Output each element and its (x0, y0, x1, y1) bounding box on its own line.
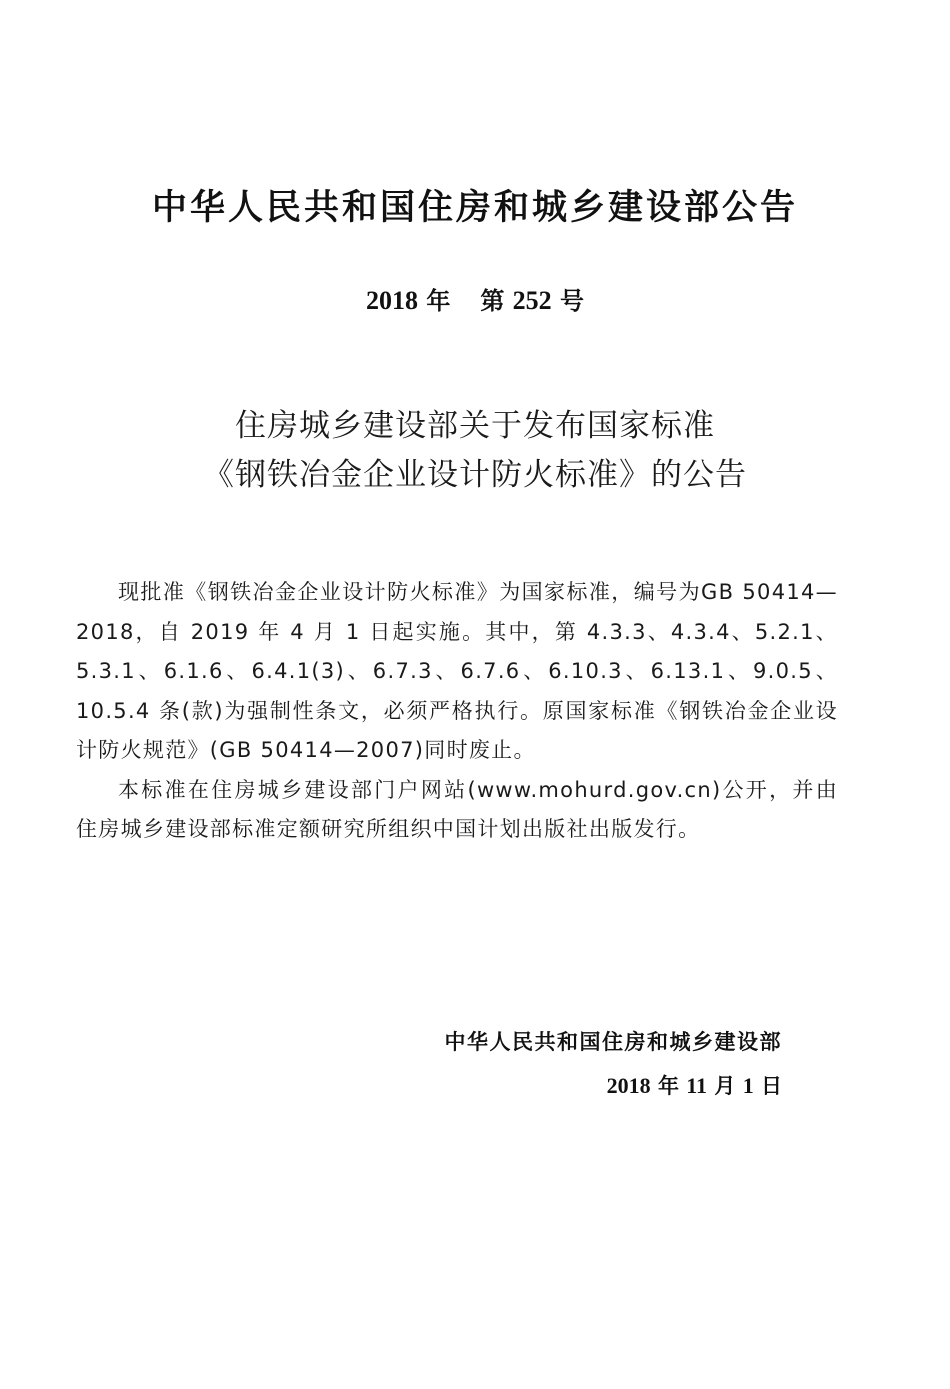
body-paragraph-publication: 本标准在住房城乡建设部门户网站(www.mohurd.gov.cn)公开，并由住房城乡建设部标准定额研究所组织中国计划出版社出版发行。 (76, 777, 838, 841)
notice-number-prefix: 第 (480, 287, 505, 315)
notice-year-suffix: 年 (426, 287, 451, 315)
notice-heading-line-2: 《钢铁冶金企业设计防火标准》的公告 (203, 457, 747, 493)
signature-block (445, 1024, 783, 1106)
issue-date-day: 1 (742, 1073, 754, 1098)
issue-date-month-unit: 月 (714, 1074, 736, 1098)
notice-heading-line-1: 住房城乡建设部关于发布国家标准 (235, 408, 715, 444)
issue-date (445, 1066, 783, 1106)
notice-number (0, 283, 950, 319)
notice-no: 252 (512, 286, 552, 315)
notice-number-suffix: 号 (560, 287, 585, 315)
issue-date-day-unit: 日 (761, 1074, 782, 1098)
issue-date-month: 11 (686, 1073, 708, 1098)
notice-body (76, 573, 838, 850)
body-paragraph-approval: 现批准《钢铁冶金企业设计防火标准》为国家标准，编号为GB 50414—2018，自 2019 年 4 月 1 日起实施。其中，第 4.3.3、4.3.4、5.2.1、5.3.1、6.1.6、6.4.1(3)、6.7.3、6.7.6、6.10.3、6.13.1、9.0.5、10.5.4 条(款)为强制性条文，必须严格执行。原国家标准《钢铁冶金企业设计防火规范》(GB 50414—2007)同时废止。 (76, 580, 838, 762)
issue-date-year-unit: 年 (657, 1074, 679, 1098)
notice-heading (0, 402, 950, 500)
issuer-name: 中华人民共和国住房和城乡建设部 (444, 1030, 782, 1054)
issue-date-year: 2018 (606, 1073, 651, 1098)
notice-year: 2018 (365, 286, 418, 315)
ministry-announcement-title: 中华人民共和国住房和城乡建设部公告 (151, 188, 798, 228)
